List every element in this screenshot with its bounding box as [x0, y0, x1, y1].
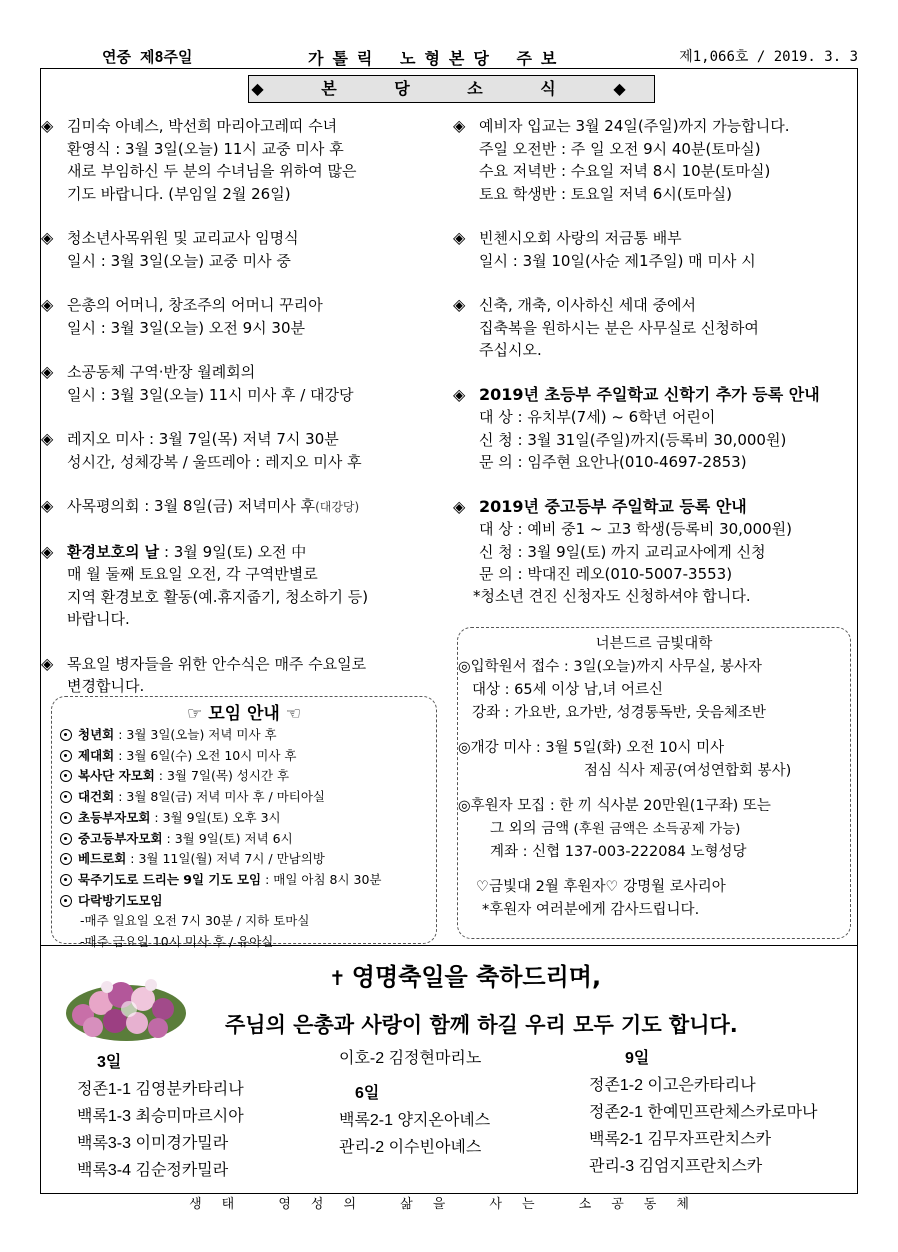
diamond-bullet-icon: ◈ [41, 496, 54, 515]
diamond-bullet-icon: ◈ [41, 116, 54, 135]
golden-university-box: 너븐드르 금빛대학 ◎입학원서 접수 : 3일(오늘)까지 사무실, 봉사자 대상 : 65세 이상 남,녀 어르신 강좌 : 가요반, 요가반, 성경통독반, 웃음체조반 ◎개강 미사 : 3월 5일(화) 오전 10시 미사 점심 식사 제공(여성연합회 봉사) ◎후원자 모집 : 한 끼 식사분 20만원(1구좌) 또는 그 외의 금액 (후원 금액은 소득공제 가능) 계좌 : 신협 137-003-222084 노형성당 ♡금빛대 2월 후원자♡ 강명월 로사리아 *후원자 여러분에게 감사드립니다. [457, 627, 851, 939]
diamond-bullet-icon: ◈ [41, 295, 54, 314]
section-divider [41, 945, 857, 946]
circle-dot-icon [60, 874, 72, 886]
bulletin-title: 가톨릭 노형본당 주보 [308, 49, 566, 68]
news-item: ◈ 레지오 미사 : 3월 7일(목) 저녁 7시 30분 성시간, 성체강복 / 울뜨레아 : 레지오 미사 후 [41, 429, 362, 471]
list-item: 다락방기도모임 [60, 891, 436, 912]
circle-dot-icon [60, 812, 72, 824]
content-frame [40, 68, 858, 1194]
right-column [453, 115, 857, 608]
liturgical-season: 연중 제8주일 [102, 48, 193, 66]
diamond-bullet-icon: ◈ [453, 116, 466, 135]
university-title: 너븐드르 금빛대학 [595, 636, 713, 652]
youth-note: *청소년 견진 신청자도 신청하셔야 합니다. [473, 587, 751, 605]
news-item: ◈ 청소년사목위원 및 교리교사 임명식 일시 : 3월 3일(오늘) 교중 미사 중 [41, 228, 299, 270]
list-item: 복사단 자모회 : 3월 7일(목) 성시간 후 [60, 766, 436, 787]
circle-dot-icon [60, 791, 72, 803]
diamond-bullet-icon: ◈ [41, 429, 54, 448]
news-item: ◈ 예비자 입교는 3월 24일(주일)까지 가능합니다. 주일 오전반 : 주 일 오전 9시 40분(토마실) 수요 저녁반 : 수요일 저녁 8시 10분(토마실) 토요 학생반 : 토요일 저녁 6시(토마실) [453, 116, 790, 203]
news-item: ◈ 환경보호의 날 : 3월 9일(토) 오전 中 매 월 둘째 토요일 오전, 각 구역반별로 지역 환경보호 활동(예.휴지줍기, 청소하기 등) 바랍니다. [41, 541, 369, 628]
list-item: 베드로회 : 3월 11일(월) 저녁 7시 / 만남의방 [60, 849, 436, 870]
list-item: 청년회 : 3월 3일(오늘) 저녁 미사 후 [60, 725, 436, 746]
bulletin-header [40, 46, 858, 68]
circle-dot-icon [60, 750, 72, 762]
list-item: 초등부자모회 : 3월 9일(토) 오후 3시 [60, 808, 436, 829]
news-item: ◈ 빈첸시오회 사랑의 저금통 배부 일시 : 3월 10일(사순 제1주일) 매 미사 시 [453, 228, 756, 270]
feast-subtitle: 주님의 은총과 사랑이 함께 하길 우리 모두 기도 합니다. [225, 1013, 738, 1037]
list-item: -매주 일요일 오전 7시 30분 / 지하 토마실 [80, 913, 310, 929]
cross-icon: ✝ [329, 966, 346, 990]
section-banner: ◆ 본 당 소 식 ◆ [248, 75, 655, 103]
bulletin-footer: 생태 영성의 삶을 사는 소공동체 [189, 1197, 709, 1212]
feast-names-day6: 이호-2 김정현마리노 6일 백록2-1 양지온아녜스 관리-2 이수빈아녜스 [339, 1050, 491, 1156]
diamond-bullet-icon: ◈ [453, 496, 466, 516]
circle-dot-icon [60, 729, 72, 741]
news-item: ◈ 신축, 개축, 이사하신 세대 중에서 집축복을 원하시는 분은 사무실로 신청하여 주십시오. [453, 295, 759, 359]
list-item: 제대회 : 3월 6일(수) 오전 10시 미사 후 [60, 746, 436, 767]
flower-bouquet-image [63, 965, 189, 1045]
list-item: -매주 금요일 10시 미사 후 / 유아실 [80, 934, 274, 950]
diamond-bullet-icon: ◈ [41, 228, 54, 247]
circle-dot-icon [60, 833, 72, 845]
list-item: 중고등부자모회 : 3월 9일(토) 저녁 6시 [60, 829, 436, 850]
diamond-bullet-icon: ◈ [41, 362, 54, 381]
circle-dot-icon [60, 895, 72, 907]
list-item: 대건회 : 3월 8일(금) 저녁 미사 후 / 마티아실 [60, 787, 436, 808]
feast-title: ✝ 영명축일을 축하드리며, [329, 963, 602, 991]
feast-names-day9: 9일 정존1-2 이고은카타리나 정존2-1 한예민프란체스카로마나 백록2-1 김무자프란치스카 관리-3 김엄지프란치스카 [589, 1050, 818, 1175]
news-item: ◈ 사목평의회 : 3월 8일(금) 저녁미사 후(대강당) [41, 495, 441, 519]
meeting-list [52, 725, 436, 953]
feast-names-day3: 3일 정존1-1 김영분카타리나 백록1-3 최승미마르시아 백록3-3 이미경가밀라 백록3-4 김순정카밀라 [77, 1054, 244, 1179]
news-item: ◈ 김미숙 아녜스, 박선희 마리아고레띠 수녀 환영식 : 3월 3일(오늘) 11시 교중 미사 후 새로 부임하신 두 분의 수녀님을 위하여 많은 기도 바랍니다. (부임일 2월 26일) [41, 116, 357, 203]
diamond-bullet-icon: ◈ [453, 384, 466, 404]
issue-number: 제1,066호 / 2019. 3. 3 [679, 49, 858, 65]
news-item: ◈ 소공동체 구역·반장 월례회의 일시 : 3월 3일(오늘) 11시 미사 후 / 대강당 [41, 362, 354, 404]
news-item: ◈ 2019년 초등부 주일학교 신학기 추가 등록 안내 대 상 : 유치부(7세) ~ 6학년 어린이 신 청 : 3월 31일(주일)까지(등록비 30,000원) 문 의 : 임주현 요안나(010-4697-2853) [453, 384, 820, 471]
news-item: ◈ 2019년 중고등부 주일학교 등록 안내 대 상 : 예비 중1 ~ 고3 학생(등록비 30,000원) 신 청 : 3월 9일(토) 까지 교리교사에게 신청 문 의 : 박대진 레오(010-5007-3553) [453, 496, 792, 583]
meeting-guide-title: ☞ 모임 안내 ☜ [187, 704, 301, 724]
diamond-bullet-icon: ◈ [41, 653, 54, 673]
news-item: ◈ 은총의 어머니, 창조주의 어머니 꾸리아 일시 : 3월 3일(오늘) 오전 9시 30분 [41, 295, 323, 337]
left-column [41, 115, 441, 720]
list-item: 묵주기도로 드리는 9일 기도 모임 : 매일 아침 8시 30분 [60, 870, 436, 891]
diamond-bullet-icon: ◈ [453, 295, 466, 314]
diamond-bullet-icon: ◈ [41, 541, 54, 561]
news-item: ◈ 목요일 병자들을 위한 안수식은 매주 수요일로 변경합니다. [41, 653, 367, 695]
circle-dot-icon [60, 770, 72, 782]
diamond-bullet-icon: ◈ [453, 228, 466, 247]
meeting-guide-box [51, 696, 437, 950]
circle-dot-icon [60, 853, 72, 865]
